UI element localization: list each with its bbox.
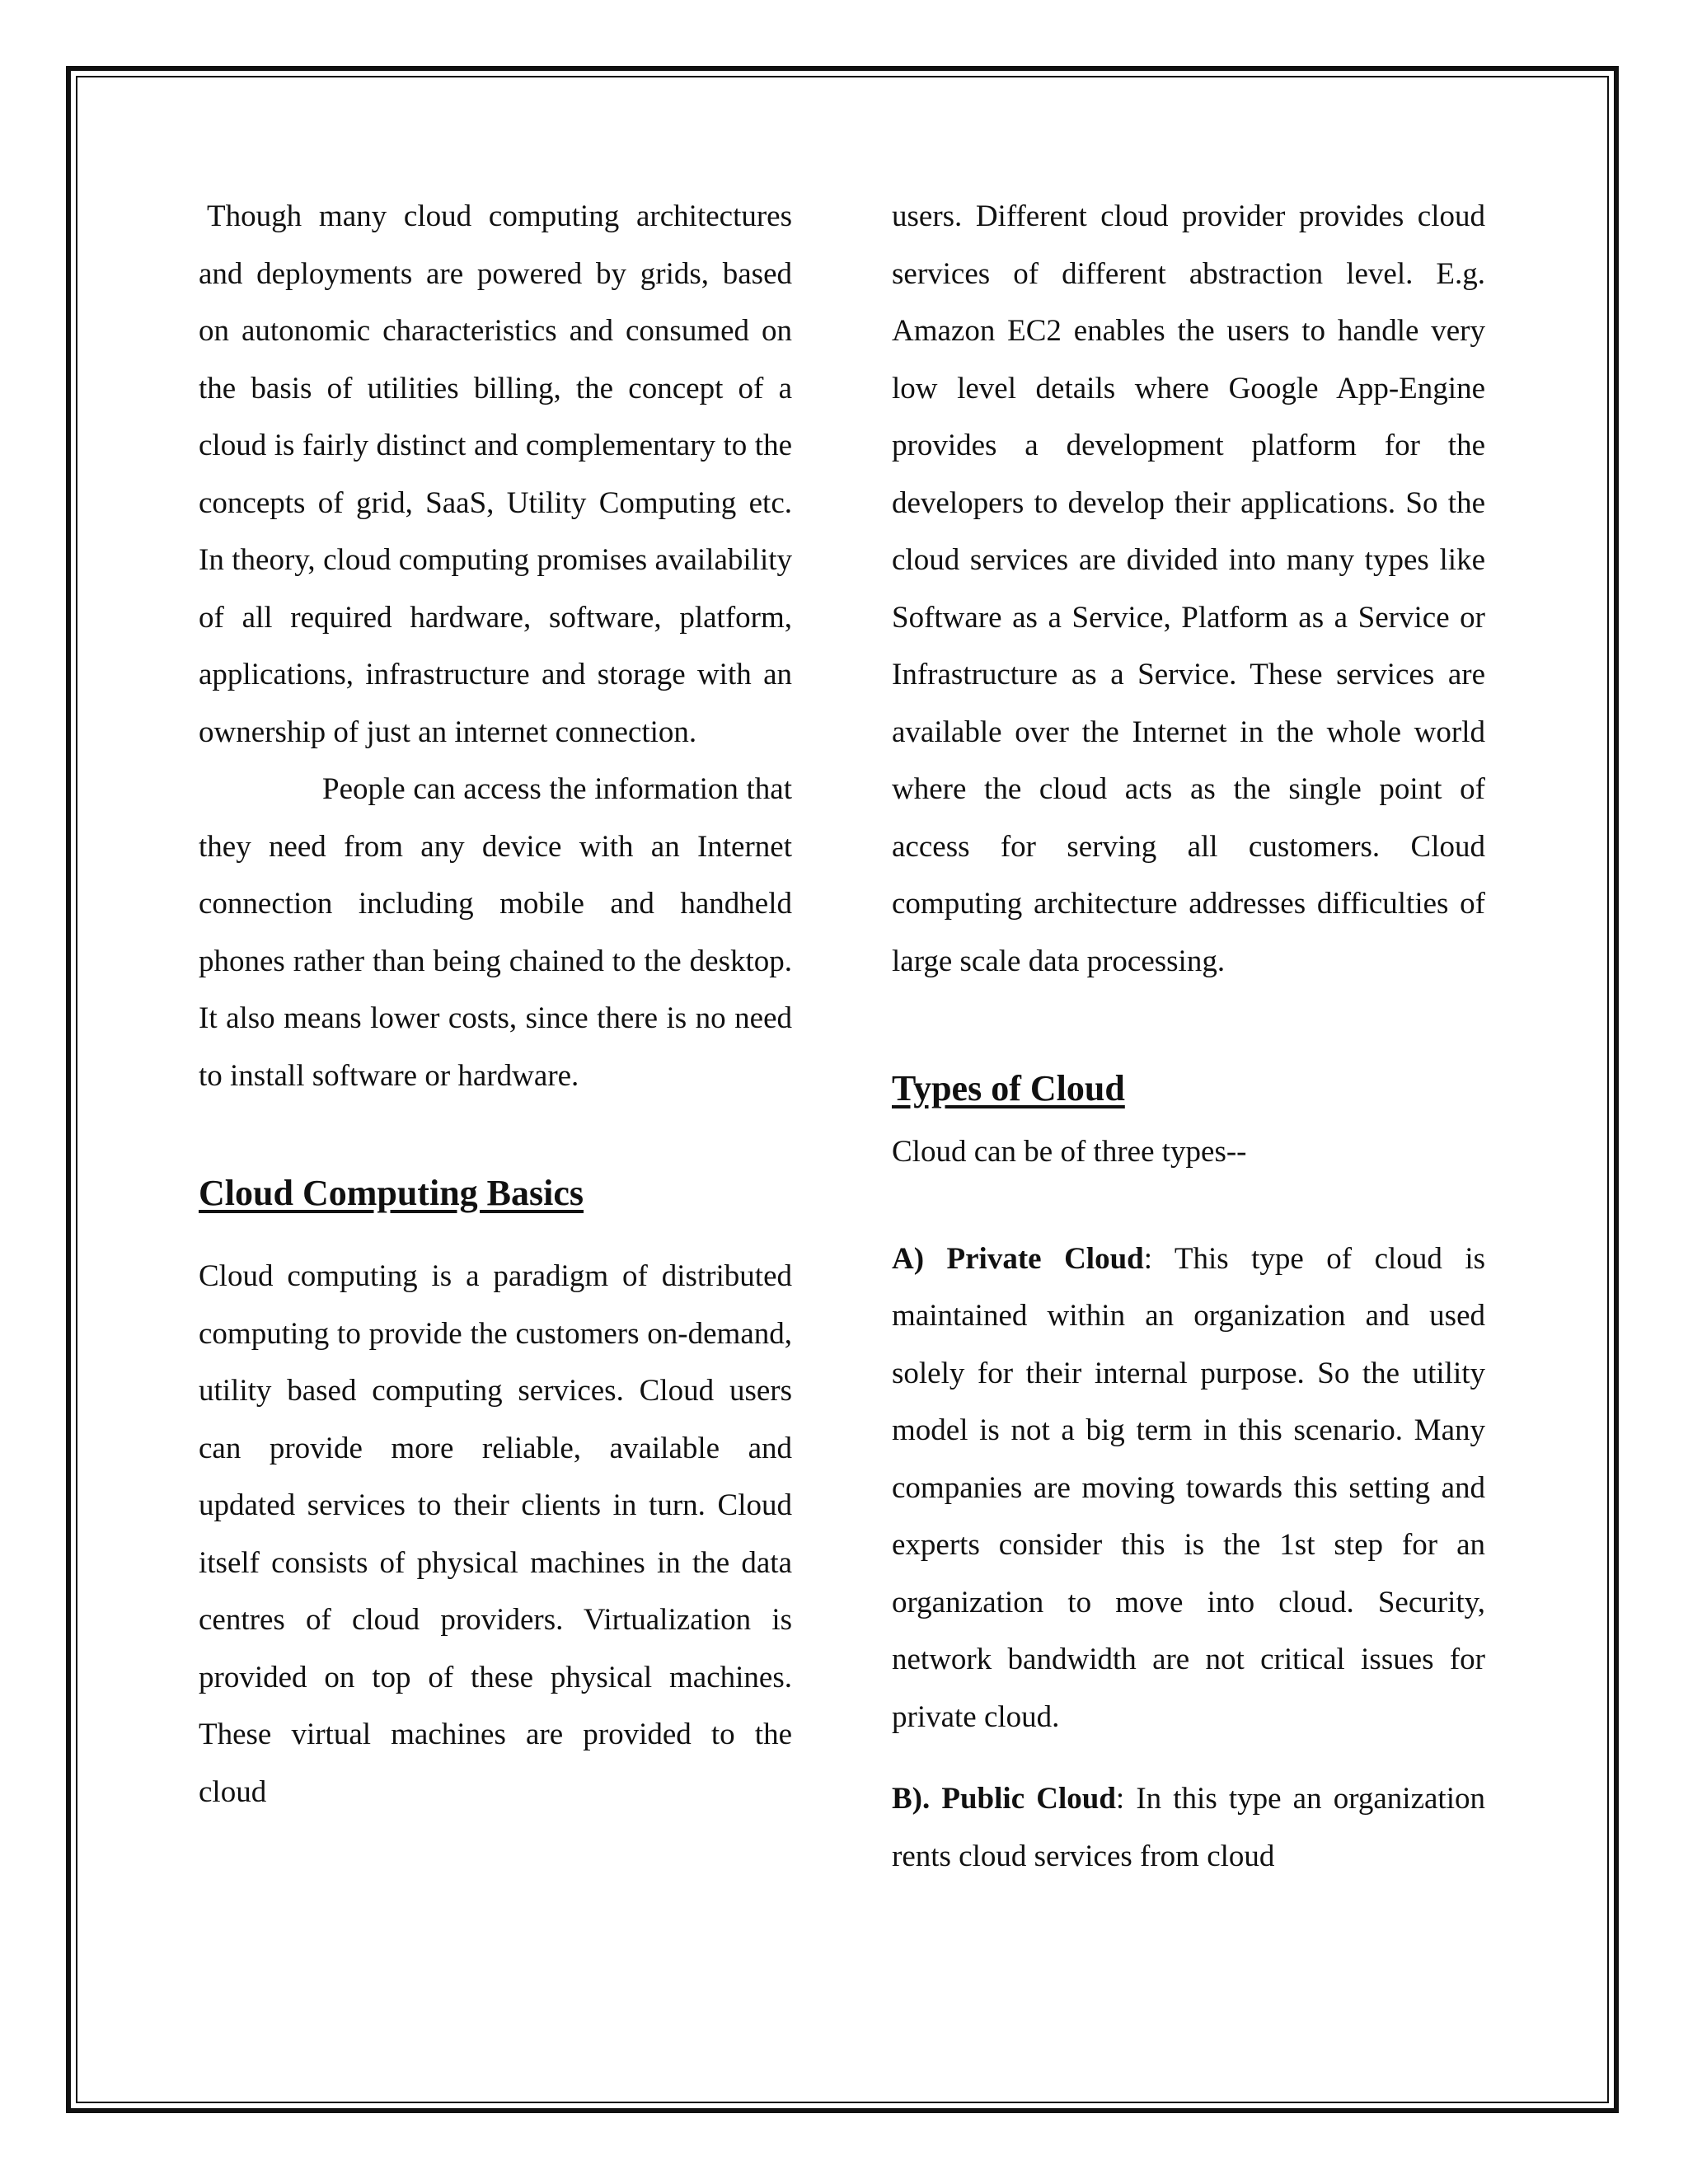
intro-paragraph: Though many cloud computing architectures and deployments are powered by grids, based on autonomic characteristics and consumed on the basis of utilities billing, the concept of a cloud is fairly distinct and complementary to the concepts of grid, SaaS, Utility Computing etc. In theory, cloud computing promises availability of all required hardware, software, platform, applications, infrastructure and storage with an ownership of just an internet connection. <box>199 199 792 749</box>
right-column <box>892 188 1485 1885</box>
types-of-cloud-heading: Types of Cloud <box>892 1068 1125 1108</box>
private-cloud-text: : This type of cloud is maintained within an organization and used solely for their internal purpose. So the utility model is not a big term in this scenario. Many companies are moving towards this setting and experts consider this is the 1st step for an organization to move into cloud. Security, network bandwidth are not critical issues for private cloud. <box>892 1241 1485 1734</box>
basics-paragraph: Cloud computing is a paradigm of distributed computing to provide the customers on-demand, utility based computing services. Cloud users can provide more reliable, available and updated services to their clients in turn. Cloud itself consists of physical machines in the data centres of cloud providers. Virtualization is provided on top of these physical machines. These virtual machines are provided to the cloud <box>199 1259 792 1809</box>
private-cloud-term: A) Private Cloud <box>892 1241 1144 1276</box>
access-paragraph: People can access the information that they need from any device with an Internet connection including mobile and handheld phones rather than being chained to the desktop. It also means lower costs, since there is no need to install software or hardware. <box>199 772 792 1093</box>
private-cloud-paragraph <box>892 1230 1485 1746</box>
public-cloud-paragraph <box>892 1770 1485 1885</box>
public-cloud-term: B). Public Cloud <box>892 1782 1116 1816</box>
types-intro: Cloud can be of three types-- <box>892 1135 1247 1169</box>
public-cloud-text: : In this type an organization rents cloud services from cloud <box>892 1782 1485 1873</box>
cloud-computing-basics-heading: Cloud Computing Basics <box>199 1173 584 1213</box>
left-column <box>199 188 792 1821</box>
abstraction-paragraph: users. Different cloud provider provides cloud services of different abstraction level. E.g. Amazon EC2 enables the users to handle very low level details where Google App-Engine provides a development platform for the developers to develop their applications. So the cloud services are divided into many types like Software as a Service, Platform as a Service or Infrastructure as a Service. These services are available over the Internet in the whole world where the cloud acts as the single point of access for serving all customers. Cloud computing architecture addresses difficulties of large scale data processing. <box>892 199 1485 978</box>
